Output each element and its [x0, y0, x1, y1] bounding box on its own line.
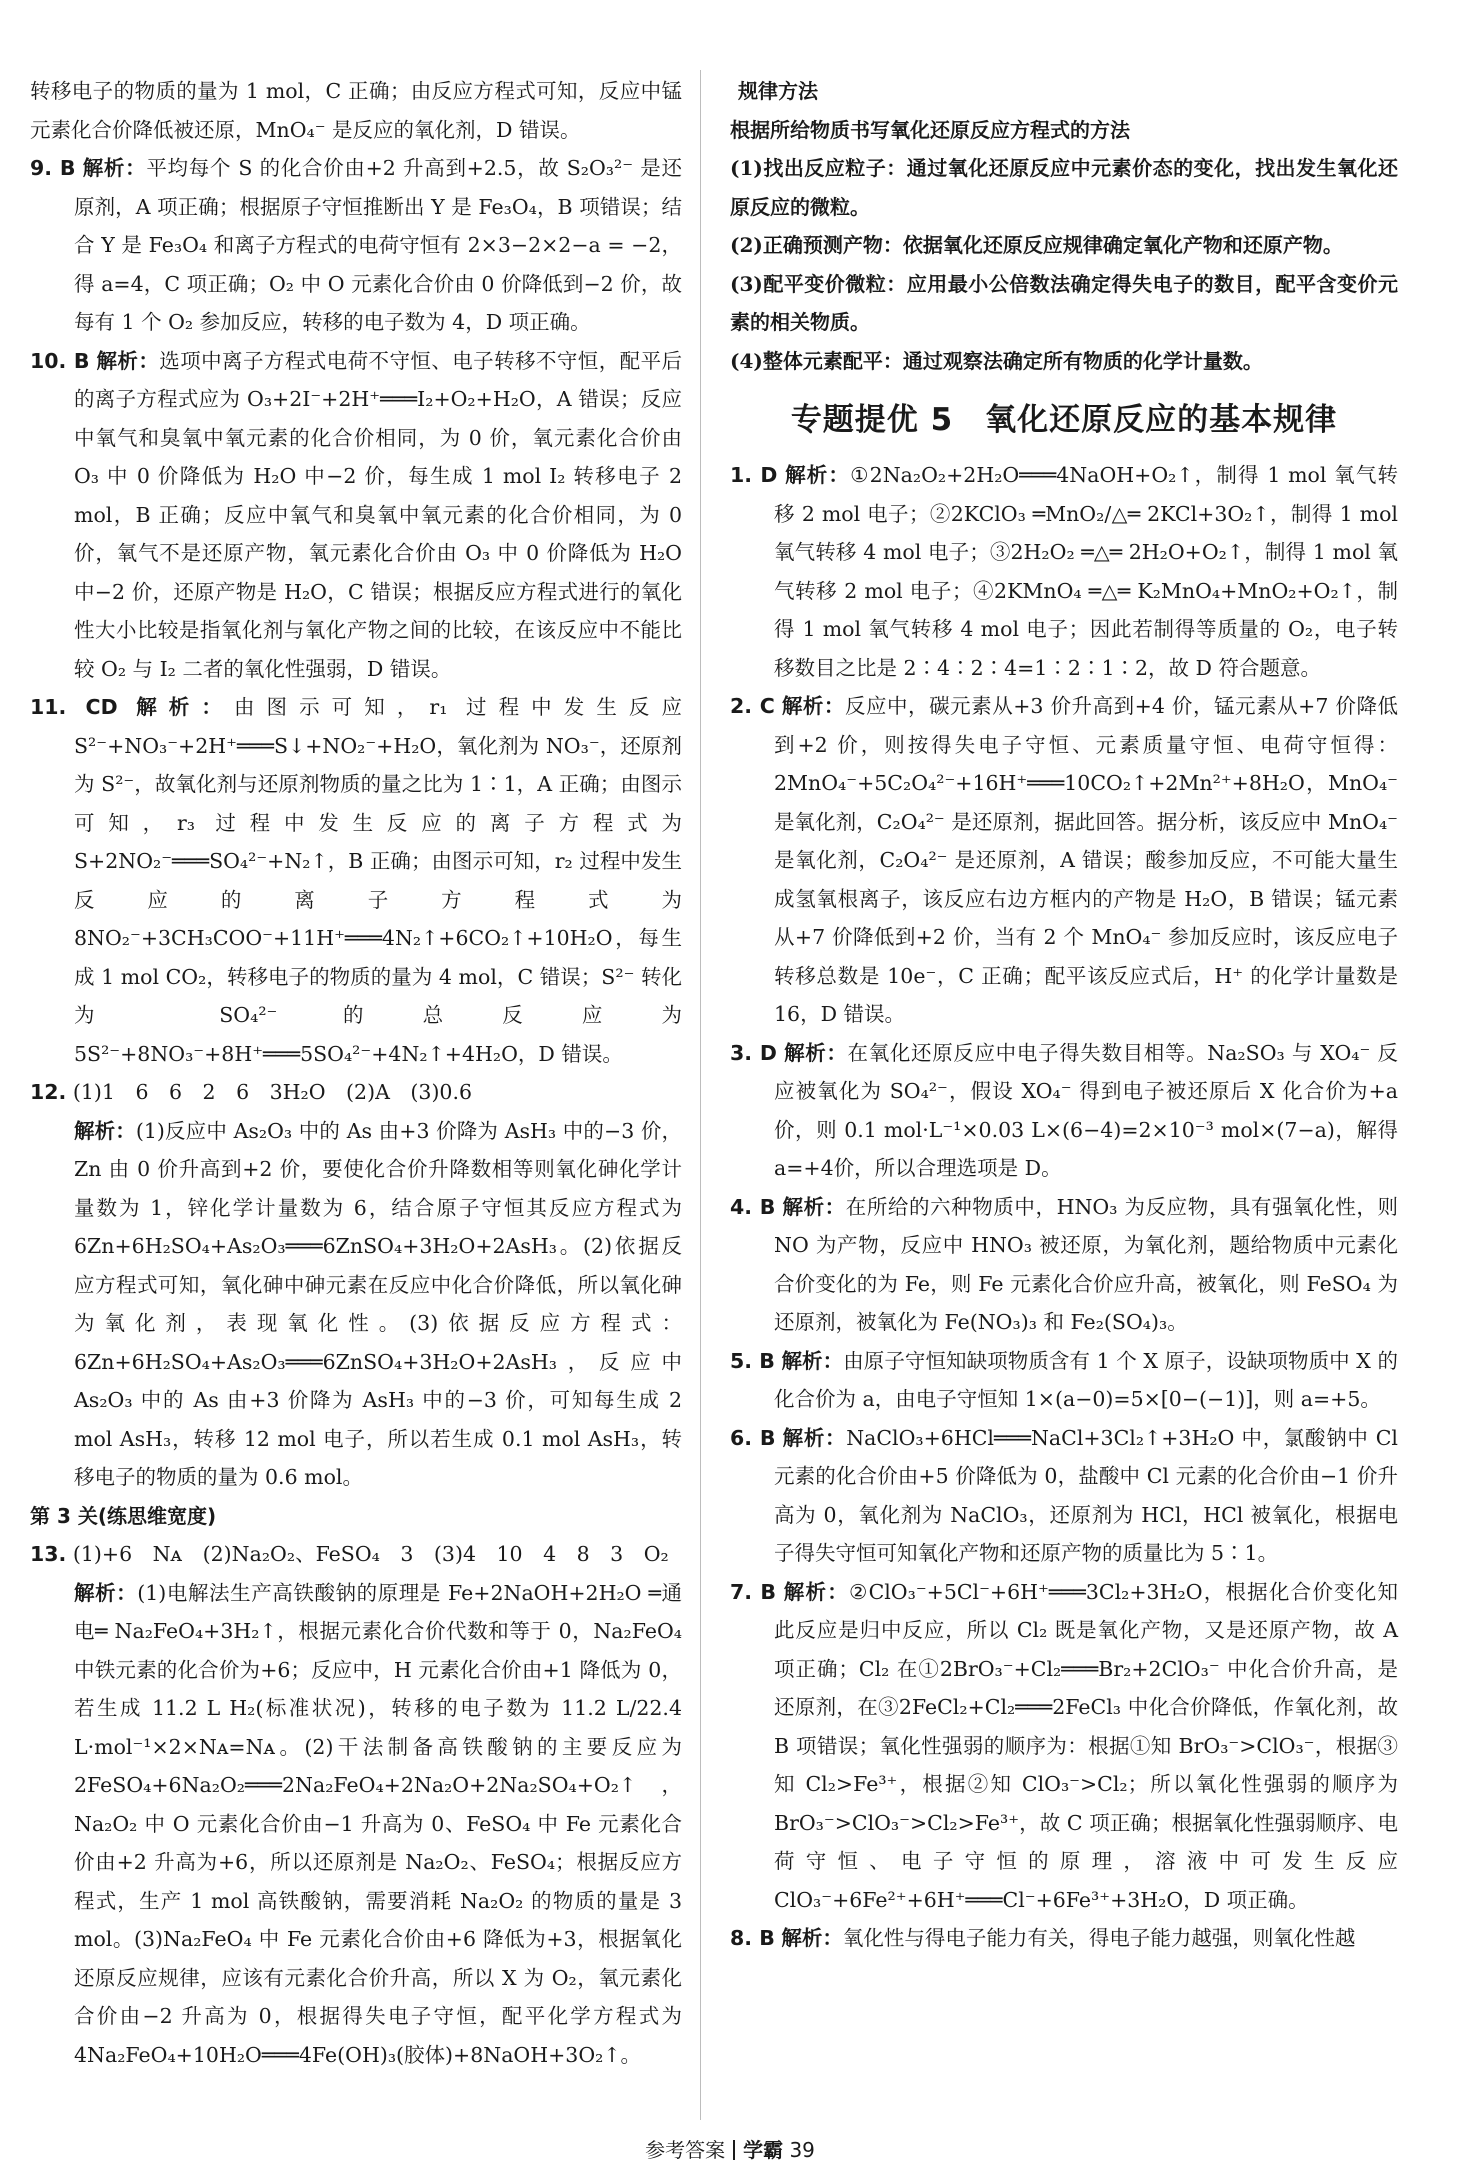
answer-number: 4. B — [730, 1194, 776, 1219]
method-step-2: (2)正确预测产物：依据氧化还原反应规律确定氧化产物和还原产物。 — [730, 233, 1343, 257]
answer-number: 8. B — [730, 1926, 775, 1950]
answer-key: (1)1 6 6 2 6 3H₂O (2)A (3)0.6 — [72, 1080, 473, 1104]
analysis-text: 氧化性与得电子能力有关，得电子能力越强，则氧化性越 — [842, 1926, 1356, 1950]
analysis-text: 由图示可知，r₁ 过程中发生反应 S²⁻+NO₃⁻+2H⁺═══S↓+NO₂⁻+H₂O，氧化剂为 NO₃⁻，还原剂为 S²⁻，故氧化剂与还原剂物质的量之比为 1∶1，A 正确；由图示可知，r₃ 过程中发生反应的离子方程式为 S+2NO₂⁻═══SO₄²⁻+N₂↑，B 正确；由图示可知，r₂ 过程中发生反应的离子方程式为 8NO₂⁻+3CH₃COO⁻+11H⁺═══4N₂↑+6CO₂↑+10H₂O，每生成 1 mol CO₂，转移电子的物质的量为 4 mol，C 错误；S²⁻ 转化为 SO₄²⁻ 的总反应为 5S²⁻+8NO₃⁻+8H⁺═══5SO₄²⁻+4N₂↑+4H₂O，D 错误。 — [74, 695, 682, 1066]
answer-number: 5. B — [730, 1348, 775, 1373]
answer-item-11 — [30, 688, 682, 1073]
answer-number: 7. B — [730, 1579, 777, 1604]
answer-item-6 — [730, 1419, 1398, 1573]
analysis-label: 解析： — [784, 1040, 848, 1065]
analysis-text: 在所给的六种物质中，HNO₃ 为反应物，具有强氧化性，则 NO 为产物，反应中 HNO₃ 被还原，为氧化剂，题给物质中元素化合价变化的为 Fe，则 Fe 元素化合价应升高，被氧化，则 FeSO₄ 为还原剂，被氧化为 Fe(NO₃)₃ 和 Fe₂(SO₄)₃。 — [774, 1194, 1398, 1334]
answer-number: 3. D — [730, 1040, 777, 1065]
analysis-label: 解析： — [783, 1579, 849, 1604]
analysis-text: 由原子守恒知缺项物质含有 1 个 X 原子，设缺项物质中 X 的化合价为 a，由电子守恒知 1×(a−0)=5×[0−(−1)]，则 a=+5。 — [774, 1348, 1398, 1411]
footer-brand: 学霸 — [743, 2138, 784, 2162]
footer-label: 参考答案 — [645, 2138, 726, 2162]
answer-number: 10. B — [30, 348, 90, 373]
answer-item-7 — [730, 1573, 1398, 1920]
answer-item-3 — [730, 1034, 1398, 1188]
answer-item-4 — [730, 1188, 1398, 1342]
analysis-label: 解析： — [136, 695, 234, 719]
analysis-text: (1)电解法生产高铁酸钠的原理是 Fe+2NaOH+2H₂O ═通电═ Na₂FeO₄+3H₂↑，根据元素化合价代数和等于 0，Na₂FeO₄ 中铁元素的化合价为+6；反应中，H 元素化合价由+1 降低为 0，若生成 11.2 L H₂(标准状况)，转移的电子数为 11.2 L/22.4 L·mol⁻¹×2×Nᴀ=Nᴀ。(2)干法制备高铁酸钠的主要反应为 2FeSO₄+6Na₂O₂═══2Na₂FeO₄+2Na₂O+2Na₂SO₄+O₂↑，Na₂O₂ 中 O 元素化合价由−1 升高为 0、FeSO₄ 中 Fe 元素化合价由+2 升高为+6，所以还原剂是 Na₂O₂、FeSO₄；根据反应方程式，生产 1 mol 高铁酸钠，需要消耗 Na₂O₂ 的物质的量是 3 mol。(3)Na₂FeO₄ 中 Fe 元素化合价由+6 降低为+3，根据氧化还原反应规律，应该有元素化合价升高，所以 X 为 O₂，氧元素化合价由−2 升高为 0，根据得失电子守恒，配平化学方程式为 4Na₂FeO₄+10H₂O═══4Fe(OH)₃(胶体)+8NaOH+3O₂↑。 — [74, 1580, 682, 2067]
answer-number: 2. C — [730, 694, 775, 718]
answer-item-2 — [730, 687, 1398, 1034]
analysis-text: NaClO₃+6HCl═══NaCl+3Cl₂↑+3H₂O 中，氯酸钠中 Cl 元素的化合价由+5 价降低为 0，盐酸中 Cl 元素的化合价由−1 价升高为 0，氧化剂为 NaClO₃，还原剂为 HCl，HCl 被氧化，根据电子得失守恒可知氧化产物和还原产物的质量比为 5∶1。 — [774, 1425, 1398, 1565]
analysis-text: 平均每个 S 的化合价由+2 升高到+2.5，故 S₂O₃²⁻ 是还原剂，A 项正确；根据原子守恒推断出 Y 是 Fe₃O₄，B 项错误；结合 Y 是 Fe₃O₄ 和离子方程式的电荷守恒有 2×3−2×2−a = −2，得 a=4，C 项正确；O₂ 中 O 元素化合价由 0 价降低到−2 价，故每有 1 个 O₂ 参加反应，转移的电子数为 4，D 项正确。 — [74, 156, 682, 334]
analysis-label: 解析： — [782, 1425, 847, 1450]
analysis-text: ①2Na₂O₂+2H₂O═══4NaOH+O₂↑，制得 1 mol 氧气转移 2 mol 电子；②2KClO₃ ═MnO₂/△═ 2KCl+3O₂↑，制得 1 mol 氧气转移 4 mol 电子；③2H₂O₂ ═△═ 2H₂O+O₂↑，制得 1 mol 氧气转移 2 mol 电子；④2KMnO₄ ═△═ K₂MnO₄+MnO₂+O₂↑，制得 1 mol 氧气转移 4 mol 电子；因此若制得等质量的 O₂，电子转移数目之比是 2∶4∶2∶4=1∶2∶1∶2，故 D 符合题意。 — [774, 463, 1398, 680]
analysis-text: 反应中，碳元素从+3 价升高到+4 价，锰元素从+7 价降低到+2 价，则按得失电子守恒、元素质量守恒、电荷守恒得：2MnO₄⁻+5C₂O₄²⁻+16H⁺═══10CO₂↑+2Mn²⁺+8H₂O，MnO₄⁻ 是氧化剂，C₂O₄²⁻ 是还原剂，据此回答。据分析，该反应中 MnO₄⁻ 是氧化剂，C₂O₄²⁻ 是还原剂，A 错误；酸参加反应，不可能大量生成氢氧根离子，该反应右边方框内的产物是 H₂O，B 错误；锰元素从+7 价降低到+2 价，当有 2 个 MnO₄⁻ 参加反应时，该反应电子转移总数是 10e⁻，C 正确；配平该反应式后，H⁺ 的化学计量数是 16，D 错误。 — [774, 694, 1398, 1026]
analysis-label: 解析： — [74, 1118, 136, 1143]
method-step-3: (3)配平变价微粒：应用最小公倍数法确定得失电子的数目，配平含变价元素的相关物质。 — [730, 271, 1398, 334]
method-step-4: (4)整体元素配平：通过观察法确定所有物质的化学计量数。 — [730, 348, 1263, 373]
topic-title: 专题提优 5 氧化还原反应的基本规律 — [790, 402, 1338, 438]
method-step-1: (1)找出反应粒子：通过氧化还原反应中元素价态的变化，找出发生氧化还原反应的微粒。 — [730, 156, 1398, 219]
analysis-label: 解析： — [96, 348, 160, 373]
answer-item-8 — [730, 1919, 1398, 1958]
analysis-label: 解析： — [782, 1194, 846, 1219]
analysis-label: 解析： — [74, 1580, 138, 1605]
answer-item-9 — [30, 149, 682, 342]
left-column — [30, 72, 682, 2074]
answer-number: 1. D — [730, 463, 778, 487]
answer-item-5 — [730, 1342, 1398, 1419]
analysis-label: 解析： — [781, 1348, 844, 1373]
analysis-text: ②ClO₃⁻+5Cl⁻+6H⁺═══3Cl₂+3H₂O，根据化合价变化知此反应是归中反应，所以 Cl₂ 既是氧化产物，又是还原产物，故 A 项正确；Cl₂ 在①2BrO₃⁻+Cl₂═══Br₂+2ClO₃⁻ 中化合价升高，是还原剂，在③2FeCl₂+Cl₂═══2FeCl₃ 中化合价降低，作氧化剂，故 B 项错误；氧化性强弱的顺序为：根据①知 BrO₃⁻>ClO₃⁻，根据③知 Cl₂>Fe³⁺，根据②知 ClO₃⁻>Cl₂；所以氧化性强弱的顺序为 BrO₃⁻>ClO₃⁻>Cl₂>Fe³⁺，故 C 项正确；根据氧化性强弱顺序、电荷守恒、电子守恒的原理，溶液中可发生反应 ClO₃⁻+6Fe²⁺+6H⁺═══Cl⁻+6Fe³⁺+3H₂O，D 项正确。 — [774, 1579, 1398, 1912]
method-intro: 根据所给物质书写氧化还原反应方程式的方法 — [730, 117, 1130, 142]
analysis-label: 解析： — [781, 694, 845, 718]
method-title: 规律方法 — [738, 79, 818, 103]
answer-number: 9. B — [30, 156, 76, 180]
analysis-text: 选项中离子方程式电荷不守恒、电子转移不守恒，配平后的离子方程式应为 O₃+2I⁻+2H⁺═══I₂+O₂+H₂O，A 错误；反应中氧气和臭氧中氧元素的化合价相同，为 0 价，氧元素化合价由 O₃ 中 0 价降低为 H₂O 中−2 价，每生成 1 mol I₂ 转移电子 2 mol，B 正确；反应中氧气和臭氧中氧元素的化合价相同，为 0 价，氧气不是还原产物，氧元素化合价由 O₃ 中 0 价降低为 H₂O 中−2 价，还原产物是 H₂O，C 错误；根据反应方程式进行的氧化性大小比较是指氧化剂与氧化产物之间的比较，在该反应中不能比较 O₂ 与 I₂ 二者的氧化性强弱，D 错误。 — [74, 348, 683, 681]
answer-number: 13. — [30, 1542, 67, 1566]
answer-item-13-analysis — [30, 1574, 682, 2075]
analysis-label: 解析： — [785, 463, 851, 487]
answer-number: 6. B — [730, 1425, 776, 1450]
analysis-text: (1)反应中 As₂O₃ 中的 As 由+3 价降为 AsH₃ 中的−3 价，Zn 由 0 价升高到+2 价，要使化合价升降数相等则氧化砷化学计量数为 1，锌化学计量数为 6，结合原子守恒其反应方程式为 6Zn+6H₂SO₄+As₂O₃═══6ZnSO₄+3H₂O+2AsH₃。(2)依据反应方程式可知，氧化砷中砷元素在反应中化合价降低，所以氧化砷为氧化剂，表现氧化性。(3)依据反应方程式：6Zn+6H₂SO₄+As₂O₃═══6ZnSO₄+3H₂O+2AsH₃，反应中 As₂O₃ 中的 As 由+3 价降为 AsH₃ 中的−3 价，可知每生成 2 mol AsH₃，转移 12 mol 电子，所以若生成 0.1 mol AsH₃，转移电子的物质的量为 0.6 mol。 — [74, 1118, 683, 1489]
section-heading: 第 3 关(练思维宽度) — [30, 1503, 217, 1528]
answer-number: 11. CD — [30, 695, 118, 719]
continuation-paragraph: 转移电子的物质的量为 1 mol，C 正确；由反应方程式可知，反应中锰元素化合价降低被还原，MnO₄⁻ 是反应的氧化剂，D 错误。 — [30, 79, 682, 142]
column-divider — [700, 70, 701, 2120]
answer-item-12 — [30, 1073, 682, 1112]
answer-key: (1)+6 Nᴀ (2)Na₂O₂、FeSO₄ 3 (3)4 10 4 8 3 O₂ — [72, 1542, 669, 1566]
answer-number: 12. — [30, 1080, 67, 1104]
answer-item-13 — [30, 1535, 682, 1574]
answer-item-12-analysis — [30, 1112, 682, 1497]
answer-item-1 — [730, 456, 1398, 687]
right-column — [730, 72, 1398, 1958]
page-footer — [0, 2134, 1460, 2163]
footer-separator — [733, 2140, 735, 2160]
answer-item-10 — [30, 342, 682, 689]
page-number: 39 — [789, 2138, 815, 2162]
analysis-label: 解析： — [82, 156, 147, 180]
analysis-label: 解析： — [781, 1926, 843, 1950]
analysis-text: 在氧化还原反应中电子得失数目相等。Na₂SO₃ 与 XO₄⁻ 反应被氧化为 SO₄²⁻，假设 XO₄⁻ 得到电子被还原后 X 化合价为+a 价，则 0.1 mol·L⁻¹×0.03 L×(6−4)=2×10⁻³ mol×(7−a)，解得 a=+4价，所以合理选项是 D。 — [774, 1040, 1398, 1180]
